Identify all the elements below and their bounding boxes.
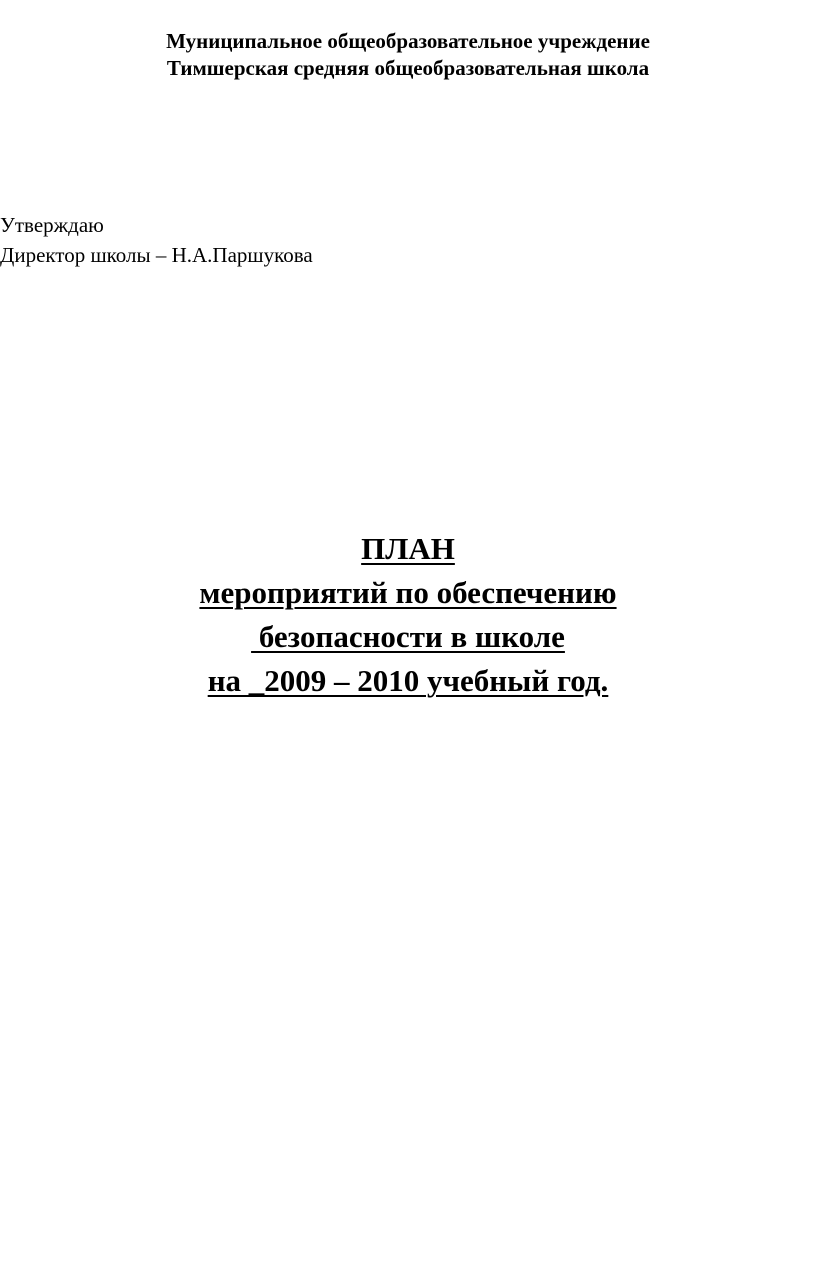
institution-header [0,28,816,82]
title-subject-line2: безопасности в школе [251,619,565,654]
institution-name-line1: Муниципальное общеобразовательное учреждение [166,29,650,53]
document-title [0,527,816,703]
approval-signatory: Директор школы – Н.А.Паршукова [0,243,313,267]
title-academic-year: на _2009 – 2010 учебный год. [207,663,609,698]
approval-label: Утверждаю [0,213,104,237]
institution-name-line2: Тимшерская средняя общеобразовательная школа [166,56,650,80]
approval-block [0,210,313,270]
title-plan: ПЛАН [361,531,455,566]
title-subject-line1: мероприятий по обеспечению [199,575,617,610]
